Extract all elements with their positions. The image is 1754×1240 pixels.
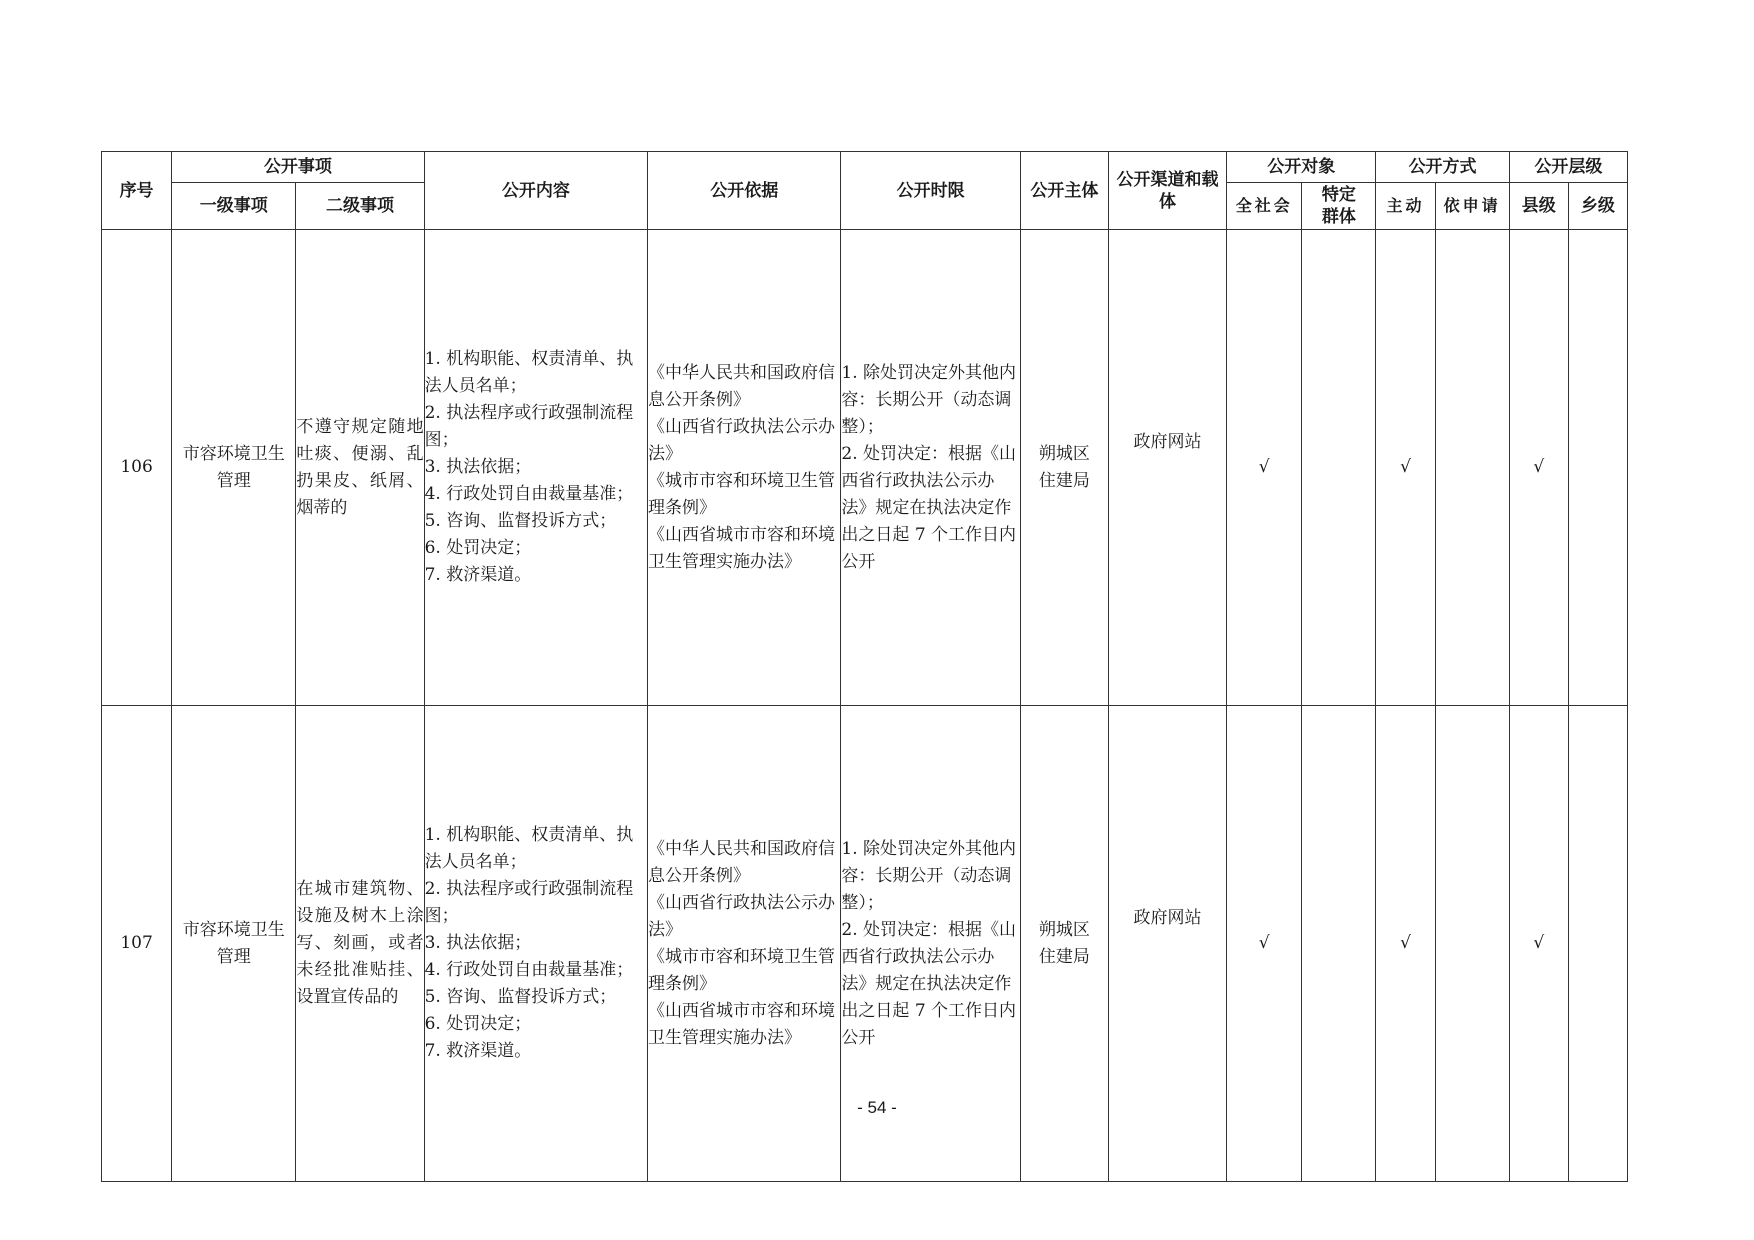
basis-line: 《山西省城市市容和环境卫生管理实施办法》 [648, 524, 836, 572]
time-limit-line: 1. 除处罚决定外其他内容：长期公开（动态调整）； [841, 362, 1017, 437]
content-line: 4. 行政处罚自由裁量基准； [424, 484, 634, 504]
time-limit-line: 2. 处罚决定：根据《山西省行政执法公示办法》规定在执法决定作出之日起 7 个工作日内公开 [841, 919, 1017, 1048]
header-target-specific: 特定群体 [1302, 183, 1376, 230]
content-line: 7. 救济渠道。 [424, 565, 532, 585]
page-number: - 54 - [857, 1098, 897, 1117]
row-subject: 朔城区住建局 [1020, 706, 1108, 1182]
content-line: 5. 咨询、监督投诉方式； [424, 511, 617, 531]
basis-line: 《中华人民共和国政府信息公开条例》 [648, 838, 836, 886]
time-limit-line: 1. 除处罚决定外其他内容：长期公开（动态调整）； [841, 838, 1017, 913]
header-target-group: 公开对象 [1227, 152, 1376, 183]
row-seq: 106 [102, 230, 172, 706]
row-channel: 政府网站 [1108, 230, 1226, 706]
content-line: 6. 处罚决定； [424, 1014, 532, 1034]
row-channel: 政府网站 [1108, 706, 1226, 1182]
header-basis: 公开依据 [648, 152, 841, 230]
basis-line: 《城市市容和环境卫生管理条例》 [648, 470, 836, 518]
content-line: 5. 咨询、监督投诉方式； [424, 987, 617, 1007]
basis-line: 《山西省行政执法公示办法》 [648, 892, 836, 940]
header-level2: 二级事项 [296, 183, 424, 230]
row-level2: 不遵守规定随地吐痰、便溺、乱扔果皮、纸屑、烟蒂的 [296, 230, 424, 706]
row-subject: 朔城区住建局 [1020, 230, 1108, 706]
content-line: 1. 机构职能、权责清单、执法人员名单； [424, 349, 634, 396]
basis-line: 《城市市容和环境卫生管理条例》 [648, 946, 836, 994]
basis-line: 《中华人民共和国政府信息公开条例》 [648, 362, 836, 410]
header-row-1 [102, 152, 1628, 183]
basis-line: 《山西省行政执法公示办法》 [648, 416, 836, 464]
header-method-group: 公开方式 [1376, 152, 1509, 183]
basis-line: 《山西省城市市容和环境卫生管理实施办法》 [648, 1000, 836, 1048]
header-items-group: 公开事项 [172, 152, 424, 183]
header-time-limit: 公开时限 [841, 152, 1020, 230]
disclosure-table [101, 151, 1628, 1182]
row-time-limit [841, 230, 1020, 706]
row-target-all-check: √ [1227, 230, 1302, 706]
table-row [102, 230, 1628, 706]
header-channel: 公开渠道和载体 [1108, 152, 1226, 230]
content-line: 3. 执法依据； [424, 457, 532, 477]
row-level1: 市容环境卫生管理 [172, 706, 296, 1182]
row-method-apply-check [1435, 230, 1509, 706]
header-content: 公开内容 [424, 152, 647, 230]
content-line: 1. 机构职能、权责清单、执法人员名单； [424, 825, 634, 872]
content-line: 2. 执法程序或行政强制流程图； [424, 879, 634, 926]
row-target-specific-check [1302, 230, 1376, 706]
header-level1: 一级事项 [172, 183, 296, 230]
header-subject: 公开主体 [1020, 152, 1108, 230]
time-limit-line: 2. 处罚决定：根据《山西省行政执法公示办法》规定在执法决定作出之日起 7 个工作日内公开 [841, 443, 1017, 572]
row-seq: 107 [102, 706, 172, 1182]
header-level-group: 公开层级 [1509, 152, 1627, 183]
content-line: 7. 救济渠道。 [424, 1041, 532, 1061]
header-seq: 序号 [102, 152, 172, 230]
row-content [424, 230, 647, 706]
content-line: 2. 执法程序或行政强制流程图； [424, 403, 634, 450]
header-method-active: 主动 [1376, 183, 1435, 230]
row-basis [648, 230, 841, 706]
header-level-town: 乡级 [1568, 183, 1627, 230]
row-level2: 在城市建筑物、设施及树木上涂写、刻画，或者未经批准贴挂、设置宣传品的 [296, 706, 424, 1182]
header-method-apply: 依申请 [1435, 183, 1509, 230]
content-line: 3. 执法依据； [424, 933, 532, 953]
content-line: 6. 处罚决定； [424, 538, 532, 558]
row-method-active-check: √ [1376, 706, 1435, 1182]
row-level-county-check: √ [1509, 230, 1568, 706]
row-target-all-check: √ [1227, 706, 1302, 1182]
header-target-all: 全社会 [1227, 183, 1302, 230]
row-level-town-check [1568, 230, 1627, 706]
content-line: 4. 行政处罚自由裁量基准； [424, 960, 634, 980]
row-level1: 市容环境卫生管理 [172, 230, 296, 706]
header-level-county: 县级 [1509, 183, 1568, 230]
row-method-active-check: √ [1376, 230, 1435, 706]
row-level-county-check: √ [1509, 706, 1568, 1182]
